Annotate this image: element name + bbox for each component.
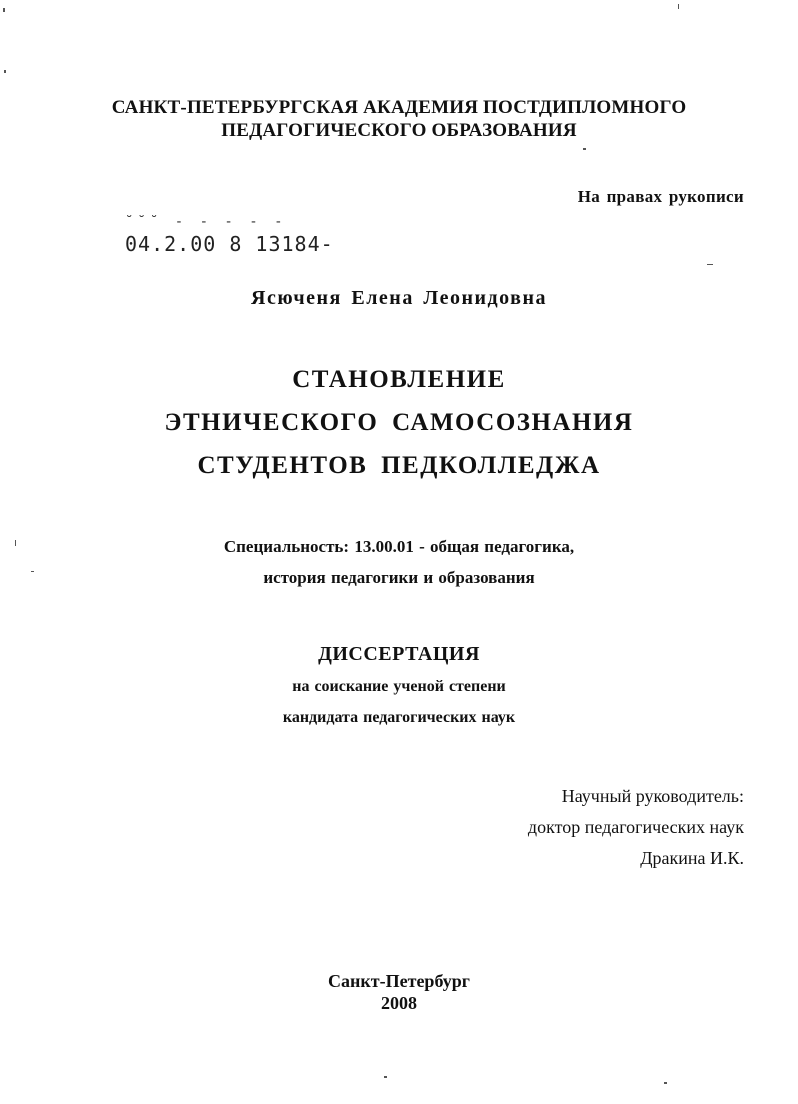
author-name: Ясюченя Елена Леонидовна (251, 287, 547, 309)
archive-stamp-number: 04.2.00 8 13184- (125, 232, 334, 256)
scan-speck (583, 148, 586, 150)
specialty-line-2: история педагогики и образования (263, 568, 535, 587)
supervisor-degree: доктор педагогических наук (527, 817, 744, 837)
year: 2008 (381, 993, 417, 1013)
title-line-1: СТАНОВЛЕНИЕ (292, 366, 506, 393)
title-line-2: ЭТНИЧЕСКОГО САМОСОЗНАНИЯ (164, 409, 634, 436)
scan-speck (664, 1082, 667, 1084)
rights-note: На правах рукописи (577, 187, 744, 206)
supervisor-label: Научный руководитель: (561, 786, 744, 806)
scan-speck (678, 4, 679, 9)
dissertation-line-2: кандидата педагогических наук (282, 709, 516, 726)
supervisor-name: Дракина И.К. (640, 848, 744, 868)
stamp-dashes: ˘˘˘ - - - - - (125, 214, 287, 230)
city: Санкт-Петербург (328, 971, 470, 991)
scan-speck (3, 8, 5, 12)
dissertation-heading: ДИССЕРТАЦИЯ (318, 643, 480, 665)
scan-speck (4, 70, 6, 73)
specialty-line-1: Специальность: 13.00.01 - общая педагогика, (223, 537, 575, 556)
institution-line-2: ПЕДАГОГИЧЕСКОГО ОБРАЗОВАНИЯ (221, 120, 577, 141)
scan-speck (384, 1076, 387, 1078)
dissertation-line-1: на соискание ученой степени (292, 678, 506, 695)
institution-line-1: САНКТ-ПЕТЕРБУРГСКАЯ АКАДЕМИЯ ПОСТДИПЛОМНОГО (111, 97, 687, 118)
scan-speck (707, 264, 713, 265)
title-line-3: СТУДЕНТОВ ПЕДКОЛЛЕДЖА (197, 452, 601, 479)
